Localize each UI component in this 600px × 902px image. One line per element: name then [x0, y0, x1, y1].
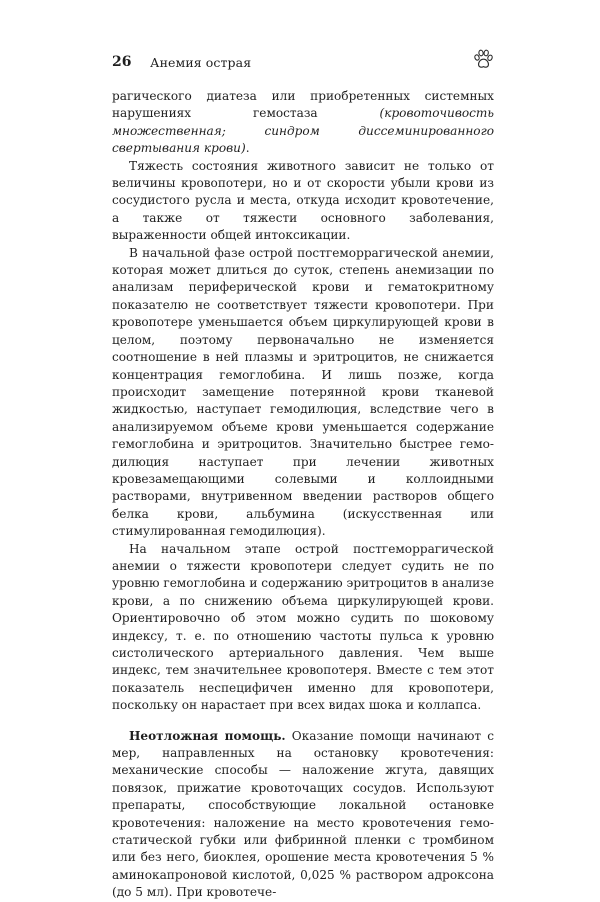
- page-number: 26: [112, 54, 132, 70]
- paragraph-1: [112, 88, 494, 158]
- section-lead-heading: Неотложная помощь.: [129, 728, 286, 743]
- body-text: [112, 88, 494, 902]
- page-header: [112, 52, 494, 74]
- paragraph-4: На начальном этапе острой постгеморрагической анемии о тяжести кровопотери следует судить не по уровню гемоглобина и содержанию эритроцитов в анализе крови, а по снижению объема циркулирующей крови. Ориентировочно об этом можно судить по шоковому индексу, т. е. по отношению частоты пульса к уровню систолического артериального давления. Чем выше индекс, тем значительнее кровопотеря. Вместе с тем этот показатель неспецифичен именно для кровопотери, поскольку он нарастает при всех видах шока и коллапса.: [112, 541, 494, 713]
- paw-icon: [472, 48, 494, 70]
- paragraph-1-text: рагического диатеза или приобретенных системных нарушениях гемостаза: [112, 89, 494, 121]
- paragraph-1-end: .: [245, 141, 250, 156]
- paragraph-3: В начальной фазе острой постгеморрагической анемии, которая может длиться до суток, степень анемизации по анализам периферической крови и гематокритному показателю не соответствует тяжести кровопотери. При кровопотере уменьшается объем циркулирующей крови в целом, поэтому первоначально не изменяется соотношение в ней плазмы и эритроцитов, не снижается концентрация гемоглобина. И лишь позже, когда происходит замещение потерянной крови тканевой жидкостью, наступает гемодилюция, вследствие чего в анализируемом объеме крови уменьшается содержание гемоглобина и эритроцитов. Значительно быстрее гемодилюция наступает при лечении животных кровезамещающими солевыми и коллоидными растворами, внутривенном введении растворов общего белка крови, альбумина (искусственная или стимулированная гемодилюция).: [112, 245, 494, 539]
- paragraph-1-emphasis: (кровоточивость множественная; синдром диссеминированного свертывания крови): [112, 106, 494, 156]
- paragraph-2: Тяжесть состояния животного зависит не только от величины кровопотери, но и от скорости убыли крови из сосудистого русла и места, откуда исходит кровотечение, а также от тяжести основного заболевания, выраженности общей интоксикации.: [112, 158, 494, 243]
- paragraph-emergency-care: [112, 728, 494, 902]
- paragraph-5-text: Оказание помощи начинают с мер, направленных на остановку кровотечения: механические способы — наложение жгута, давящих повязок, прижатие кровоточащих сосудов. Используют препараты, способствующие локальной остановке кровотечения: наложение на место кровотечения гемостатической губки или фибринной пленки с тромбином или без него, биоклея, орошение места кровотечения 5 % аминокапроновой кислотой, 0,025 % раствором адроксона (до 5 мл). При кровотече-: [112, 728, 494, 900]
- running-title: Анемия острая: [150, 55, 252, 70]
